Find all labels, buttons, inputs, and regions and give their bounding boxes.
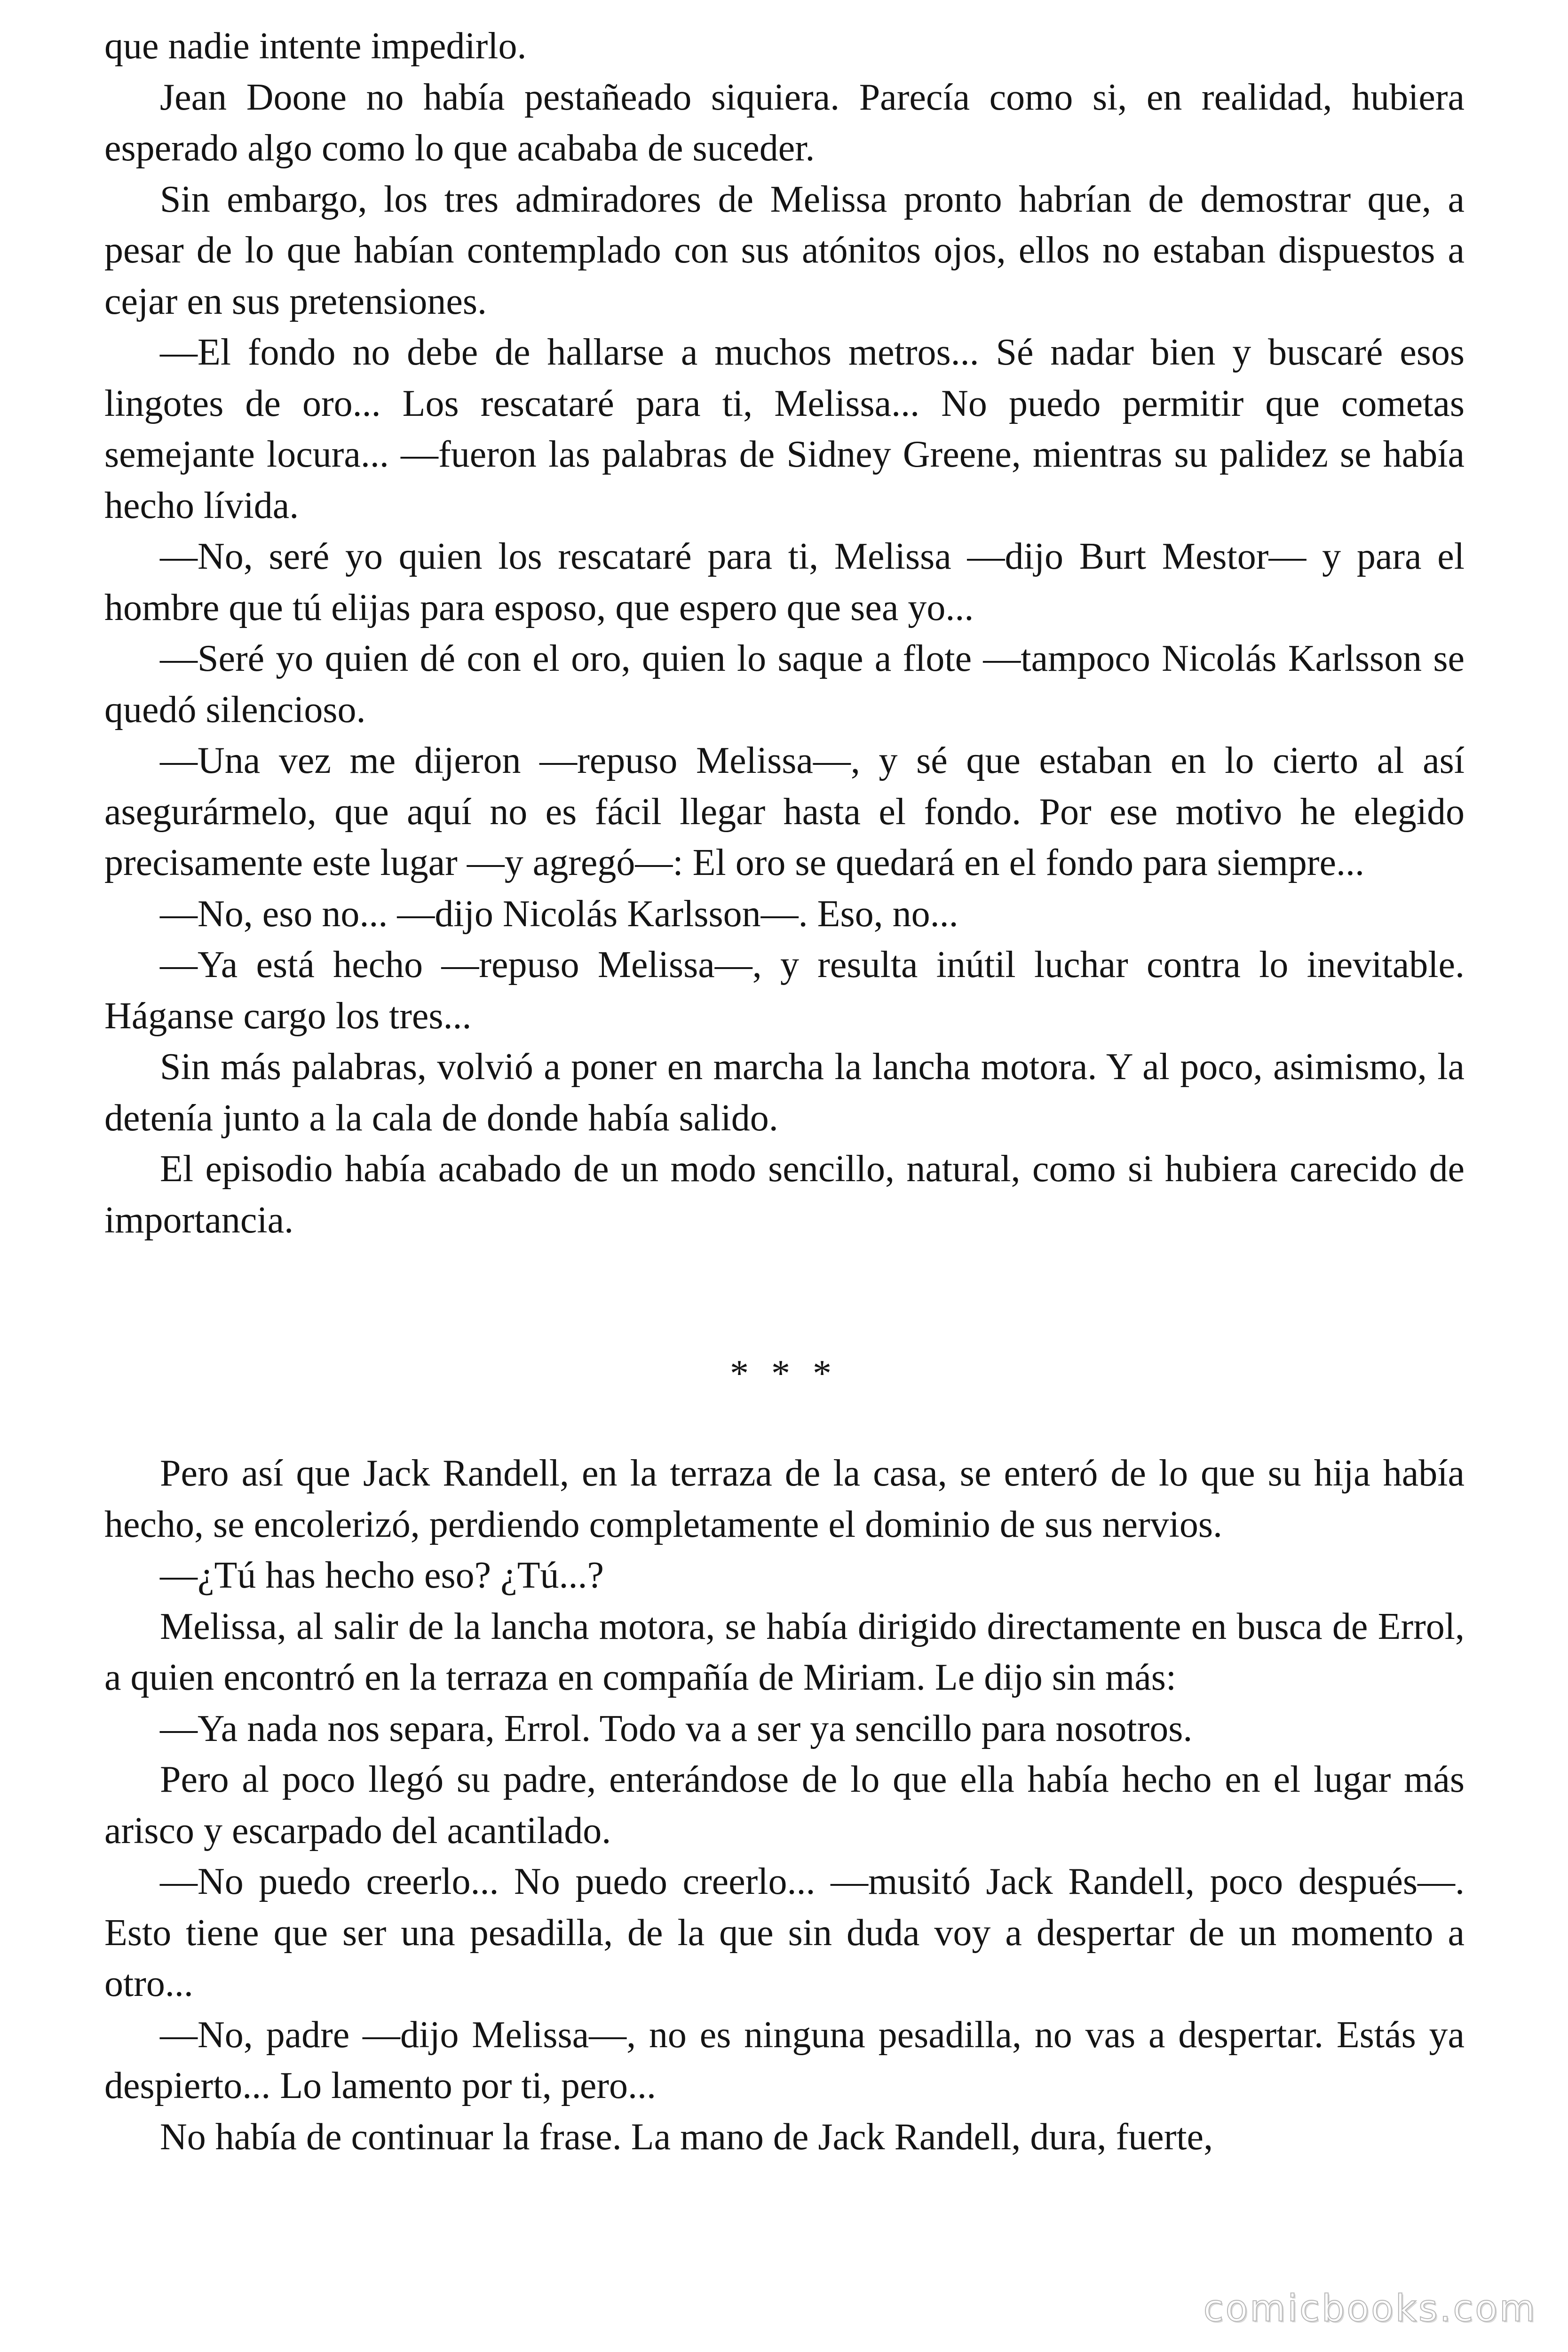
paragraph: —No, seré yo quien los rescataré para ti, Melissa —dijo Burt Mestor— y para el hombre que tú elijas para esposo, que espero que sea yo... [104,536,1465,628]
paragraph: —No, padre —dijo Melissa—, no es ninguna pesadilla, no vas a despertar. Estás ya despierto... Lo lamento por ti, pero... [104,2014,1465,2106]
paragraph: Pero así que Jack Randell, en la terraza de la casa, se enteró de lo que su hija había hecho, se encolerizó, perdiendo completamente el dominio de sus nervios. [104,1453,1465,1545]
paragraph: No había de continuar la frase. La mano de Jack Randell, dura, fuerte, [160,2116,1213,2158]
paragraph: que nadie intente impedirlo. [104,25,527,67]
paragraph: —No, eso no... —dijo Nicolás Karlsson—. Eso, no... [160,893,958,935]
paragraph: —Una vez me dijeron —repuso Melissa—, y sé que estaban en lo cierto al así asegurármelo, que aquí no es fácil llegar hasta el fondo. Por ese motivo he elegido precisamente este lugar —y agregó—: El oro se quedará en el fondo para siempre... [104,740,1465,883]
paragraph: Melissa, al salir de la lancha motora, se había dirigido directamente en busca de Errol, a quien encontró en la terraza en compañía de Miriam. Le dijo sin más: [104,1605,1465,1698]
paragraph: —Seré yo quien dé con el oro, quien lo saque a flote —tampoco Nicolás Karlsson se quedó silencioso. [104,638,1465,731]
paragraph: Sin más palabras, volvió a poner en marcha la lancha motora. Y al poco, asimismo, la detenía junto a la cala de donde había salido. [104,1046,1465,1139]
paragraph: —No puedo creerlo... No puedo creerlo... —musitó Jack Randell, poco después—. Esto tiene que ser una pesadilla, de la que sin duda voy a despertar de un momento a otro... [104,1861,1465,2004]
paragraph: —Ya nada nos separa, Errol. Todo va a ser ya sencillo para nosotros. [160,1708,1193,1749]
paragraph: Pero al poco llegó su padre, enterándose de lo que ella había hecho en el lugar más arisco y escarpado del acantilado. [104,1759,1465,1851]
body-text-bottom [104,1448,1465,2162]
body-text-top [104,21,1465,1246]
paragraph: —¿Tú has hecho eso? ¿Tú...? [160,1555,604,1596]
paragraph: —El fondo no debe de hallarse a muchos metros... Sé nadar bien y buscaré esos lingotes de oro... Los rescataré para ti, Melissa... No puedo permitir que cometas semejante locura... —fueron las palabras de Sidney Greene, mientras su palidez se había hecho lívida. [104,332,1465,526]
paragraph: Sin embargo, los tres admiradores de Melissa pronto habrían de demostrar que, a pesar de lo que habían contemplado con sus atónitos ojos, ellos no estaban dispuestos a cejar en sus pretensiones. [104,178,1465,322]
paragraph: Jean Doone no había pestañeado siquiera. Parecía como si, en realidad, hubiera esperado algo como lo que acababa de suceder. [104,76,1465,169]
paragraph: El episodio había acabado de un modo sencillo, natural, como si hubiera carecido de importancia. [104,1148,1465,1241]
section-separator: * * * [730,1353,838,1394]
paragraph: —Ya está hecho —repuso Melissa—, y resulta inútil luchar contra lo inevitable. Háganse cargo los tres... [104,944,1465,1037]
site-watermark: comicbooks.com [1203,2288,1537,2330]
